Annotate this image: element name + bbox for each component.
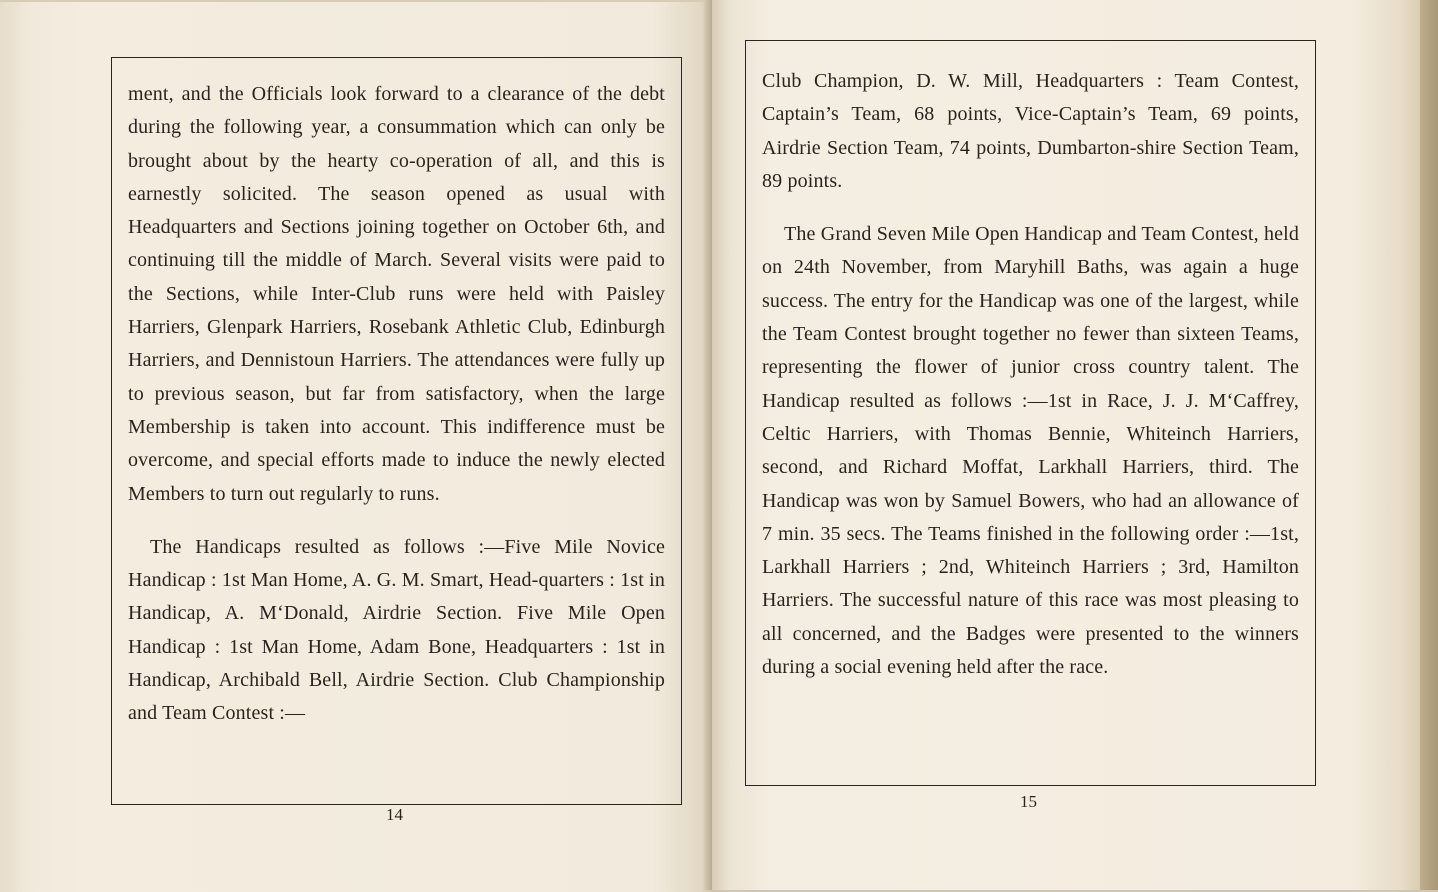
page-number-left: 14 bbox=[386, 805, 403, 824]
left-text-frame bbox=[111, 57, 682, 805]
left-paragraph-1: ment, and the Officials look forward to a clearance of the debt during the following year, a consummation which can only be brought about by the hearty co-operation of all, and this is earnestly solicited. The season opened as usual with Headquarters and Sections joining together on October 6th, and continuing till the middle of March. Several visits were paid to the Sections, while Inter-Club runs were held with Paisley Harriers, Glenpark Harriers, Rosebank Athletic Club, Edinburgh Harriers, and Dennistoun Harriers. The attendances were fully up to previous season, but far from satisfactory, when the large Membership is taken into account. This indifference must be overcome, and special efforts made to induce the newly elected Members to turn out regularly to runs. bbox=[128, 83, 665, 505]
right-paragraph-2: The Grand Seven Mile Open Handicap and Team Contest, held on 24th November, from Maryhill Baths, was again a huge success. The entry for the Handicap was one of the largest, while the Team Contest brought together no fewer than sixteen Teams, representing the flower of junior cross country talent. The Handicap resulted as follows :—1st in Race, J. J. M‘Caffrey, Celtic Harriers, with Thomas Bennie, Whiteinch Harriers, second, and Richard Moffat, Larkhall Harriers, third. The Handicap was won by Samuel Bowers, who had an allowance of 7 min. 35 secs. The Teams finished in the following order :—1st, Larkhall Harriers ; 2nd, Whiteinch Harriers ; 3rd, Hamilton Harriers. The successful nature of this race was most pleasing to all concerned, and the Badges were presented to the winners during a social evening held after the race. bbox=[762, 223, 1299, 679]
left-paragraph-2: The Handicaps resulted as follows :—Five Mile Novice Handicap : 1st Man Home, A. G. M. Smart, Head-quarters : 1st in Handicap, A. M‘Donald, Airdrie Section. Five Mile Open Handicap : 1st Man Home, Adam Bone, Headquarters : 1st in Handicap, Archibald Bell, Airdrie Section. Club Championship and Team Contest :— bbox=[128, 535, 665, 725]
left-page bbox=[0, 0, 712, 892]
right-text-frame bbox=[745, 40, 1316, 786]
book-edge bbox=[1420, 0, 1438, 890]
page-number-right: 15 bbox=[1020, 792, 1037, 811]
right-paragraph-1: Club Champion, D. W. Mill, Headquarters : Team Contest, Captain’s Team, 68 points, Vice-Captain’s Team, 69 points, Airdrie Section Team, 74 points, Dumbarton-shire Section Team, 89 points. bbox=[762, 70, 1299, 192]
